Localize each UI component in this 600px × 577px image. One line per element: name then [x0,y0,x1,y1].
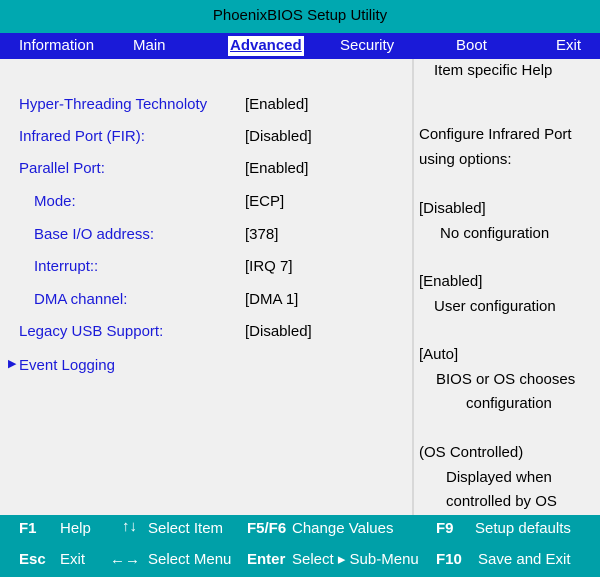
key-enter: Enter [247,551,286,568]
help-title: Item specific Help [434,62,553,79]
setting-label: Hyper-Threading Technoloty [19,96,208,113]
help-text: User configuration [434,298,556,315]
help-text: (OS Controlled) [419,444,524,461]
menu-advanced[interactable]: Advanced [230,37,302,54]
app-title: PhoenixBIOS Setup Utility [0,0,600,33]
help-text: BIOS or OS chooses [436,371,576,388]
setting-value[interactable]: [378] [245,226,279,243]
setting-label: DMA channel: [34,291,128,308]
key-select-submenu-desc: Select ▸ Sub-Menu [292,551,419,568]
key-esc: Esc [19,551,46,568]
setting-label: Parallel Port: [19,160,105,177]
menu-exit[interactable]: Exit [556,37,582,54]
key-exit-desc: Exit [60,551,86,568]
setting-value[interactable]: [Enabled] [245,96,309,113]
key-f5f6: F5/F6 [247,520,287,537]
menu-main[interactable]: Main [133,37,166,54]
help-text: controlled by OS [446,493,557,510]
setting-label: Infrared Port (FIR): [19,128,145,145]
setting-label: Legacy USB Support: [19,323,164,340]
updown-arrows-icon: ↑↓ [122,518,137,535]
help-text: Configure Infrared Port [419,126,572,143]
setting-mode[interactable] [0,191,412,213]
setting-dma-channel[interactable] [0,289,412,311]
help-text: [Auto] [419,346,459,363]
menu-bar [0,33,600,59]
setting-parallel-port[interactable] [0,158,412,180]
setting-label: Event Logging [19,357,115,374]
setting-base-io-address[interactable] [0,224,412,246]
setting-value[interactable]: [Enabled] [245,160,309,177]
menu-security[interactable]: Security [340,37,395,54]
key-save-exit-desc: Save and Exit [478,551,571,568]
setting-value[interactable]: [DMA 1] [245,291,299,308]
setting-value[interactable]: [Disabled] [245,128,312,145]
help-text: [Disabled] [419,200,486,217]
setting-value[interactable]: [IRQ 7] [245,258,293,275]
help-text: [Enabled] [419,273,483,290]
menu-information[interactable]: Information [19,37,95,54]
setting-infrared-port[interactable] [0,126,412,148]
setting-value[interactable]: [Disabled] [245,323,312,340]
leftright-arrows-icon: ←→ [110,551,140,568]
submenu-arrow-icon: ▶ [8,358,17,370]
setting-value[interactable]: [ECP] [245,193,285,210]
setting-hyperthreading[interactable] [0,94,412,116]
help-text: using options: [419,151,512,168]
key-change-values-desc: Change Values [292,520,394,537]
key-select-menu-desc: Select Menu [148,551,232,568]
key-f1-desc: Help [60,520,91,537]
settings-list [0,59,412,515]
key-f10: F10 [436,551,462,568]
key-select-item-desc: Select Item [148,520,224,537]
help-pane [412,59,600,515]
submenu-event-logging[interactable] [0,355,412,377]
setting-label: Mode: [34,193,76,210]
key-legend [0,515,600,577]
menu-boot[interactable]: Boot [456,37,487,54]
help-text: Displayed when [446,469,552,486]
main-panel [0,59,600,515]
setting-label: Base I/O address: [34,226,155,243]
help-text: configuration [466,395,552,412]
setting-label: Interrupt:: [34,258,99,275]
key-setup-defaults-desc: Setup defaults [475,520,571,537]
key-f9: F9 [436,520,454,537]
setting-legacy-usb[interactable] [0,321,412,343]
key-f1 [19,519,37,539]
setting-interrupt[interactable] [0,256,412,278]
key-label: F1 [19,520,37,537]
help-text: No configuration [440,225,550,242]
